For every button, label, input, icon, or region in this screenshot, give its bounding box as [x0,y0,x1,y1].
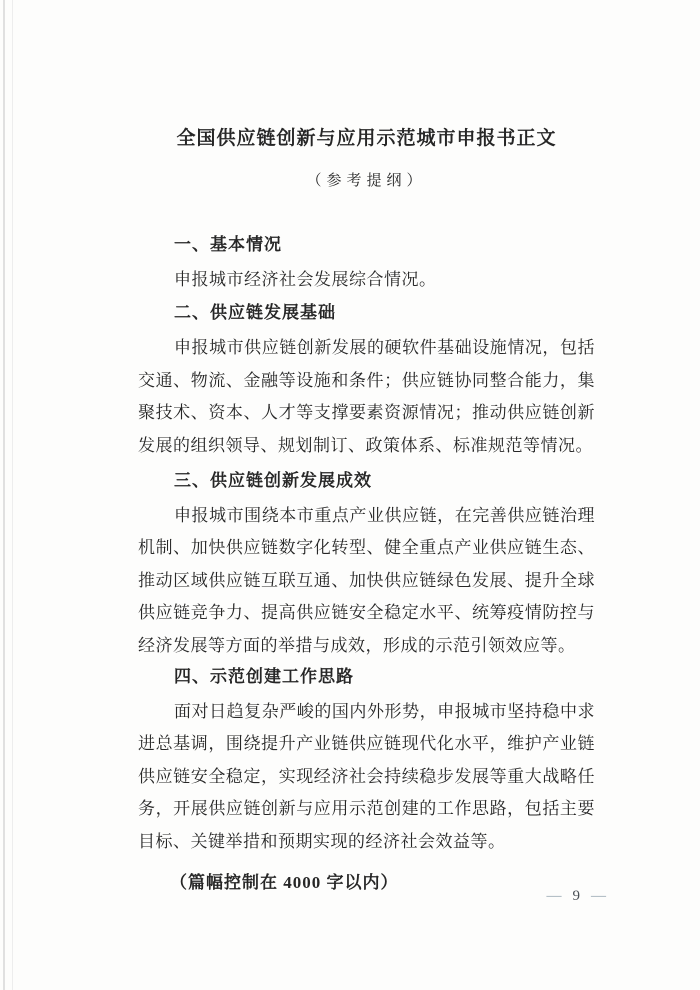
section-body: 申报城市供应链创新发展的硬软件基础设施情况，包括交通、物流、金融等设施和条件；供应链协同整合能力，集聚技术、资本、人才等支撑要素资源情况；推动供应链创新发展的组织领导、规划制订、政策体系、标准规范等情况。 [138,338,595,455]
document-subtitle: （参考提纲） [306,173,427,189]
section-heading: 三、供应链创新发展成效 [174,471,372,491]
section-work-plan [138,665,595,858]
section-body: 面对日趋复杂严峻的国内外形势，申报城市坚持稳中求进总基调，围绕提升产业链供应链现代化水平，维护产业链供应链安全稳定，实现经济社会持续稳步发展等重大战略任务，开展供应链创新与应用示范创建的工作思路，包括主要目标、关键举措和预期实现的经济社会效益等。 [138,702,595,851]
length-limit-note: （篇幅控制在 4000 字以内） [170,873,399,893]
page-number-dash: — [591,888,606,904]
scan-edge-artifact [3,0,5,990]
section-heading: 四、示范创建工作思路 [174,667,354,687]
section-heading: 二、供应链发展基础 [174,303,336,323]
page-number [547,886,607,906]
section-heading: 一、基本情况 [174,235,282,254]
document-title: 全国供应链创新与应用示范城市申报书正文 [176,128,557,149]
section-innovation-results [138,469,595,662]
section-basic-info [138,233,595,296]
section-body: 申报城市围绕本市重点产业供应链，在完善供应链治理机制、加快供应链数字化转型、健全重点产业供应链生态、推动区域供应链互联互通、加快供应链绿色发展、提升全球供应链竞争力、提高供应链安全稳定水平、统筹疫情防控与经济发展等方面的举措与成效，形成的示范引领效应等。 [138,506,595,655]
page-number-dash: — [546,888,562,904]
scan-edge-artifact [12,0,13,990]
document-content [138,0,595,896]
section-development-foundation [138,301,595,462]
page-number-value: 9 [572,888,580,904]
section-body: 申报城市经济社会发展综合情况。 [174,270,437,289]
